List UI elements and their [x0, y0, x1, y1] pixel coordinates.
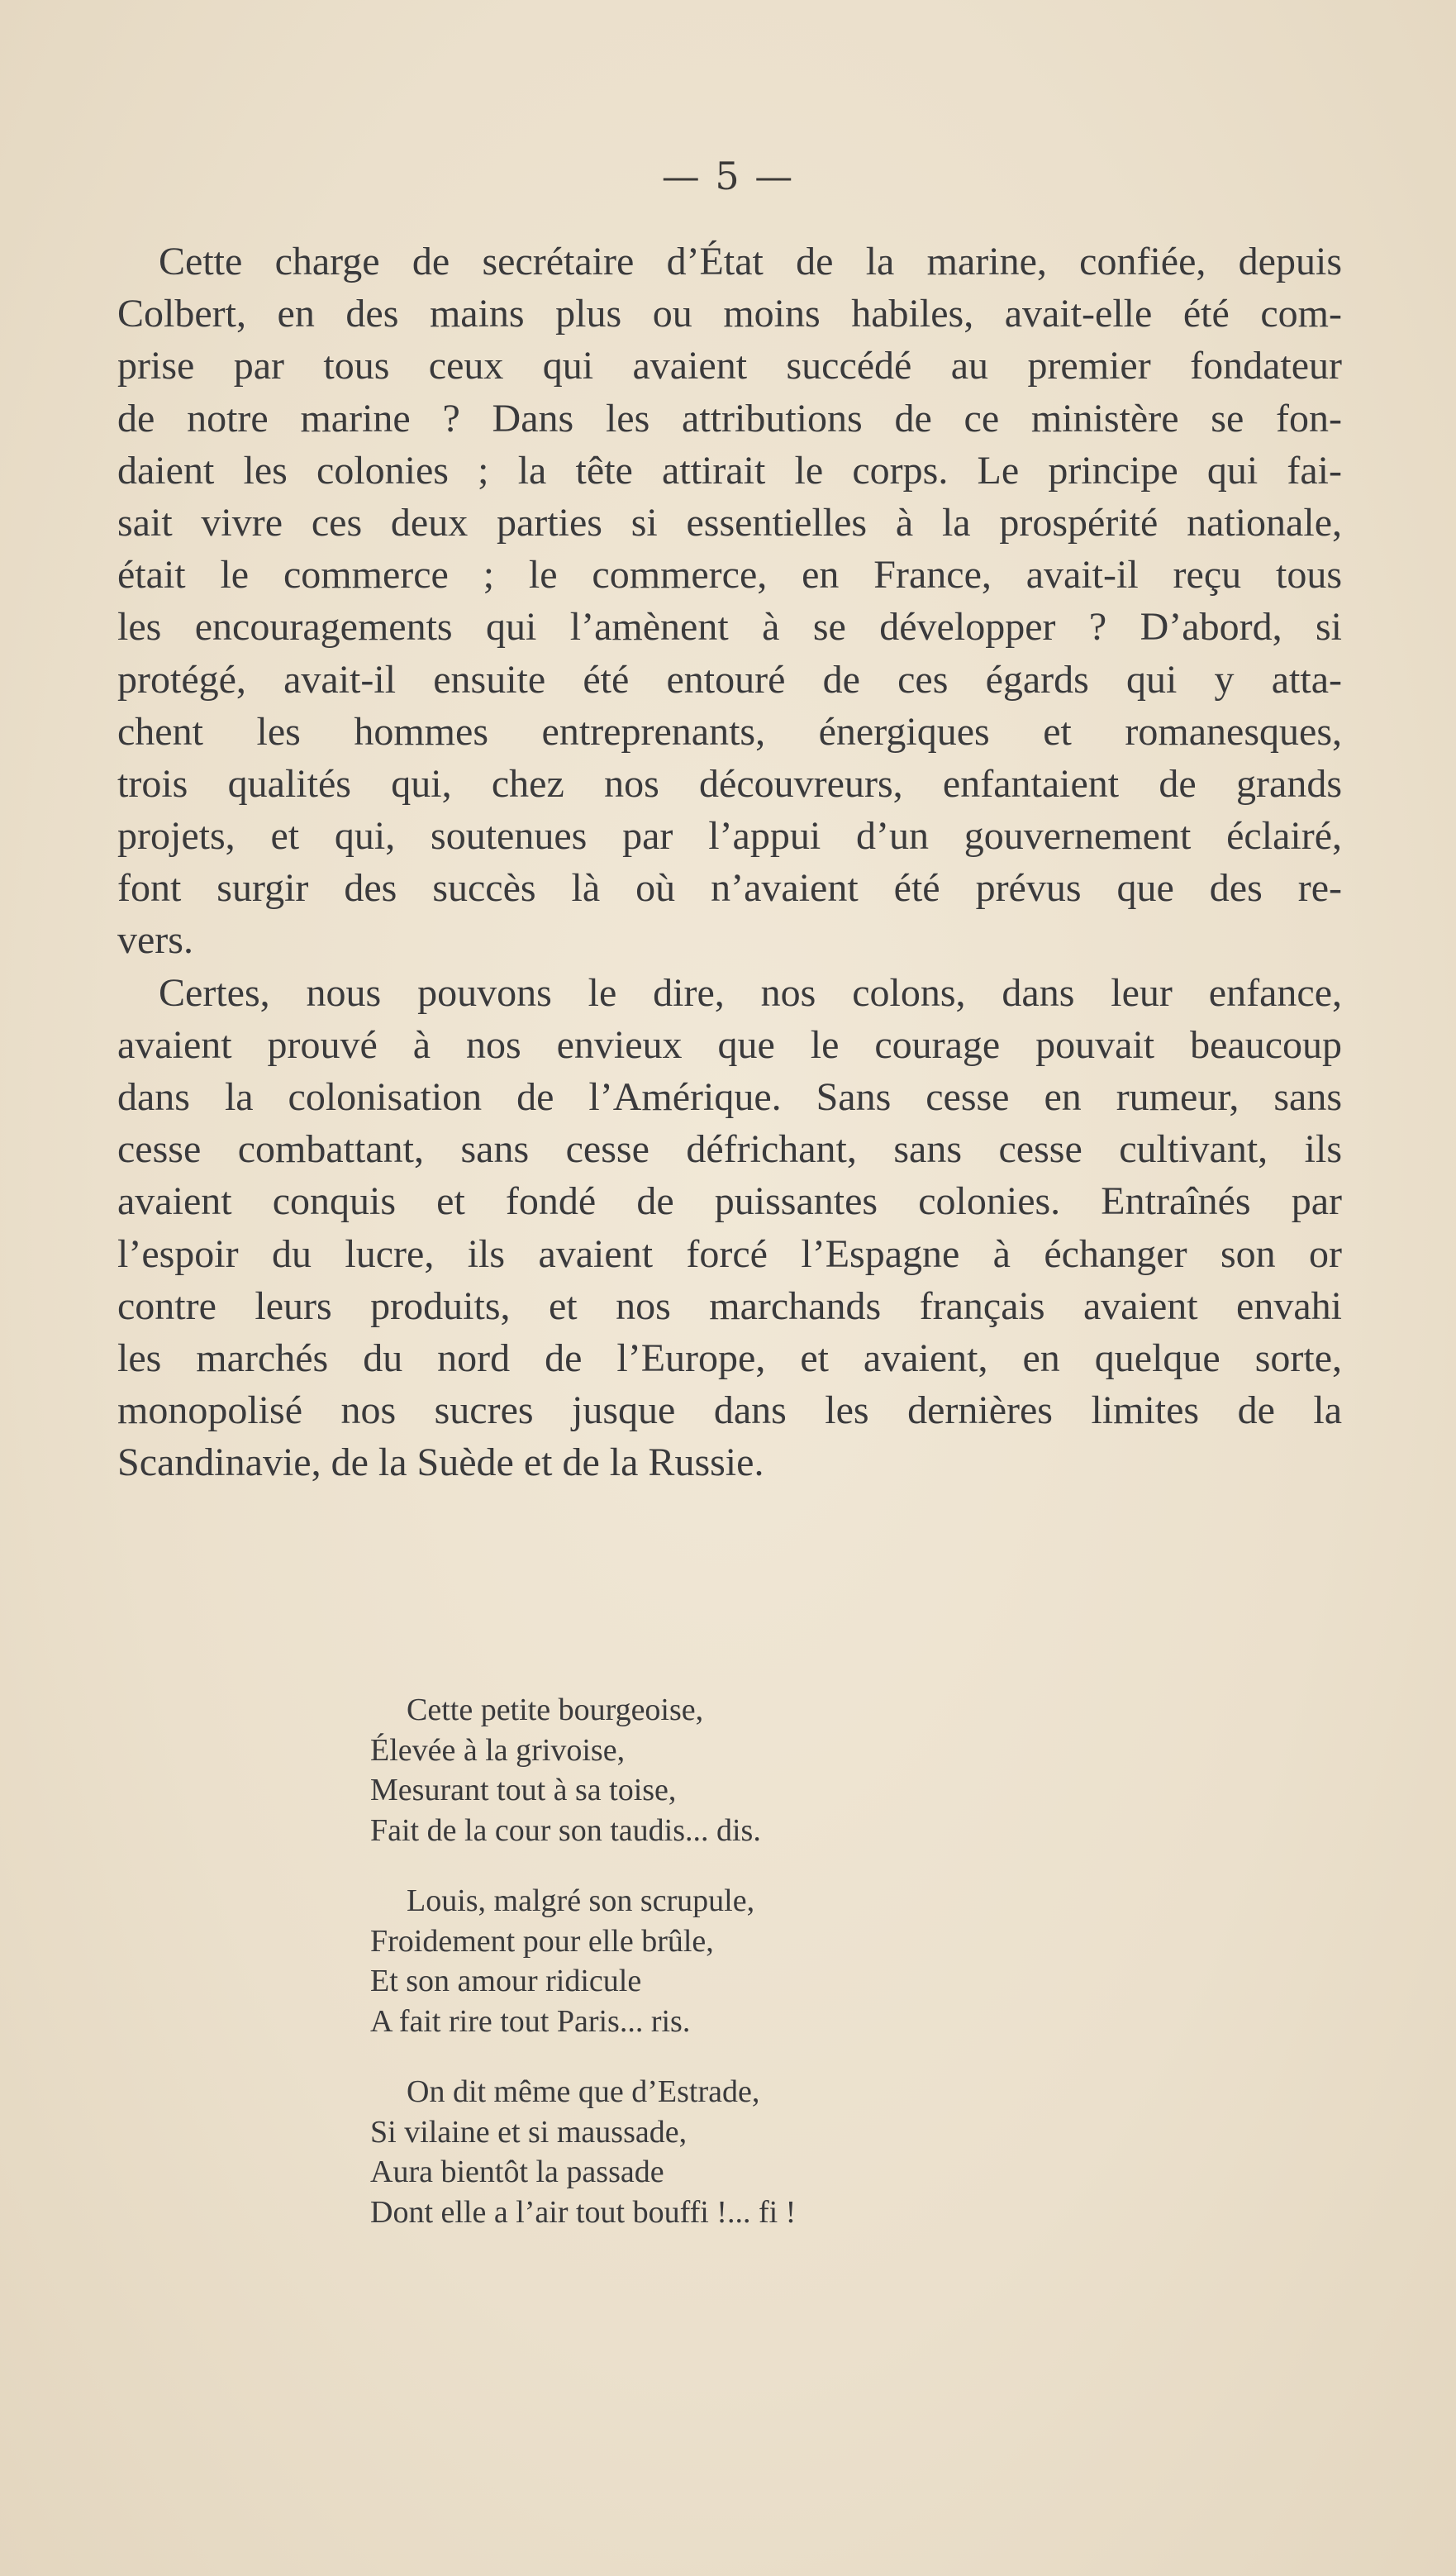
verse-line: Aura bientôt la passade: [370, 2155, 664, 2189]
paragraph-2: [117, 967, 1342, 1489]
text-line: Cette charge de secrétaire d’État de la marine, confiée, depuis: [159, 240, 1342, 283]
text-line: cesse combattant, sans cesse défrichant, sans cesse cultivant, ils: [117, 1127, 1342, 1172]
text-line: dans la colonisation de l’Amérique. Sans cesse en rumeur, sans: [117, 1075, 1342, 1119]
text-line: projets, et qui, soutenues par l’appui d’un gouvernement éclairé,: [117, 814, 1342, 859]
text-line: vers.: [117, 918, 193, 963]
verse-line: On dit même que d’Estrade,: [407, 2074, 760, 2109]
stanza-3: [370, 2072, 796, 2232]
text-line: chent les hommes entreprenants, énergiques et romanesques,: [117, 709, 1342, 754]
text-line: était le commerce ; le commerce, en France, avait-il reçu tous: [117, 553, 1342, 598]
text-line: avaient prouvé à nos envieux que le courage pouvait beaucoup: [117, 1022, 1342, 1067]
text-line: l’espoir du lucre, ils avaient forcé l’Espagne à échanger son or: [117, 1231, 1342, 1276]
text-line: Scandinavie, de la Suède et de la Russie.: [117, 1440, 764, 1485]
text-line: prise par tous ceux qui avaient succédé au premier fondateur: [117, 344, 1342, 388]
verse-line: Élevée à la grivoise,: [370, 1732, 626, 1768]
poem: [370, 1690, 796, 2263]
verse-line: A fait rire tout Paris... ris.: [370, 2003, 691, 2039]
text-line: monopolisé nos sucres jusque dans les dernières limites de la: [117, 1388, 1342, 1433]
text-line: protégé, avait-il ensuite été entouré de ces égards qui y atta-: [117, 657, 1342, 702]
text-line: Certes, nous pouvons le dire, nos colons, dans leur enfance,: [159, 970, 1342, 1015]
text-line: Colbert, en des mains plus ou moins habiles, avait-elle été com-: [117, 292, 1342, 336]
text-line: les marchés du nord de l’Europe, et avaient, en quelque sorte,: [117, 1336, 1342, 1380]
verse-line: Louis, malgré son scrupule,: [407, 1883, 755, 1918]
text-line: sait vivre ces deux parties si essentielles à la prospérité nationale,: [117, 500, 1342, 545]
verse-line: Froidement pour elle brûle,: [370, 1923, 714, 1959]
verse-line: Et son amour ridicule: [370, 1964, 642, 1998]
verse-line: Dont elle a l’air tout bouffi !... fi !: [370, 2194, 797, 2230]
page-number: — 5 —: [661, 154, 795, 198]
text-line: les encouragements qui l’amènent à se développer ? D’abord, si: [117, 605, 1342, 650]
body-text: [117, 236, 1342, 1489]
verse-line: Mesurant tout à sa toise,: [370, 1773, 677, 1807]
text-line: contre leurs produits, et nos marchands français avaient envahi: [117, 1283, 1342, 1328]
verse-line: Fait de la cour son taudis... dis.: [370, 1812, 761, 1848]
text-line: avaient conquis et fondé de puissantes colonies. Entraînés par: [117, 1179, 1342, 1224]
stanza-2: [370, 1881, 796, 2041]
verse-line: Cette petite bourgeoise,: [407, 1693, 704, 1727]
paragraph-1: [117, 236, 1342, 967]
text-line: font surgir des succès là où n’avaient été prévus que des re-: [117, 866, 1342, 911]
verse-line: Si vilaine et si maussade,: [370, 2114, 688, 2150]
text-line: trois qualités qui, chez nos découvreurs, enfantaient de grands: [117, 761, 1342, 806]
text-line: daient les colonies ; la tête attirait le corps. Le principe qui fai-: [117, 448, 1342, 493]
stanza-1: [370, 1690, 796, 1850]
text-line: de notre marine ? Dans les attributions de ce ministère se fon-: [117, 396, 1342, 440]
